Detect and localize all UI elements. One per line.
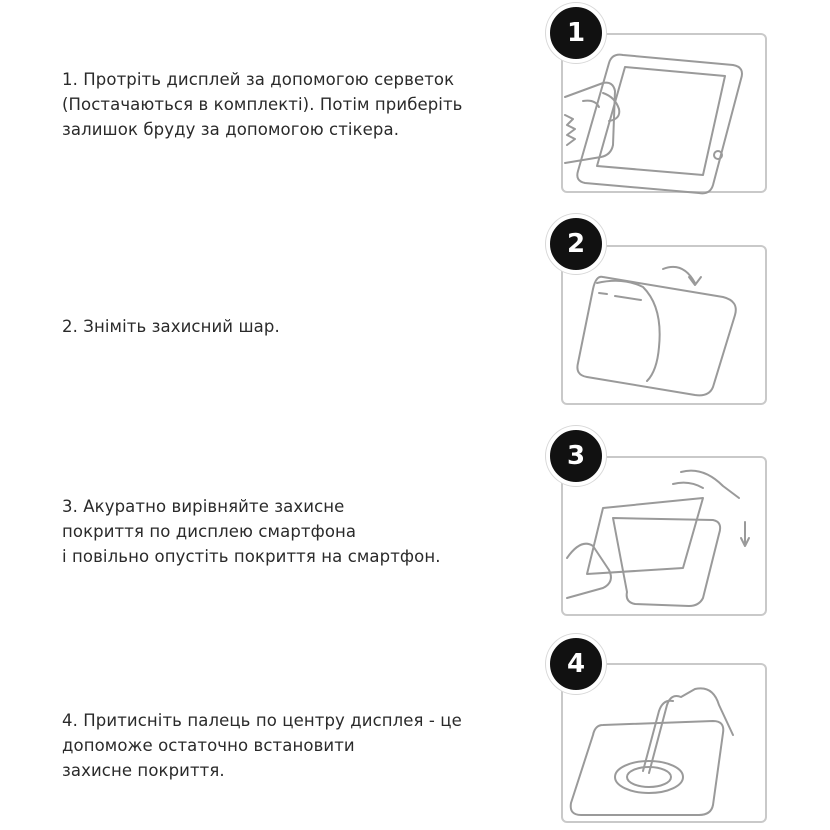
step-1-badge: 1 bbox=[546, 3, 606, 63]
step-3-line-1: 3. Акуратно вирівняйте захисне bbox=[62, 497, 345, 516]
step-2-text bbox=[62, 314, 532, 339]
step-4-line-3: захисне покриття. bbox=[62, 761, 225, 780]
step-4-line-1: 4. Притисніть палець по центру дисплея - це bbox=[62, 711, 462, 730]
step-2-badge: 2 bbox=[546, 214, 606, 274]
step-3-text bbox=[62, 494, 532, 569]
step-2-line-1: 2. Зніміть захисний шар. bbox=[62, 317, 280, 336]
step-4-text bbox=[62, 708, 532, 783]
step-1-line-3: залишок бруду за допомогою стікера. bbox=[62, 120, 400, 139]
step-4-badge: 4 bbox=[546, 634, 606, 694]
peel-film-icon bbox=[563, 247, 769, 407]
step-3-line-2: покриття по дисплею смартфона bbox=[62, 522, 357, 541]
align-protector-icon bbox=[563, 458, 769, 618]
step-1-line-2: (Постачаються в комплекті). Потім приберіть bbox=[62, 95, 463, 114]
step-3-line-3: і повільно опустіть покриття на смартфон. bbox=[62, 547, 441, 566]
step-1-line-1: 1. Протріть дисплей за допомогою серветок bbox=[62, 70, 455, 89]
step-4-line-2: допоможе остаточно встановити bbox=[62, 736, 355, 755]
press-center-icon bbox=[563, 665, 769, 825]
wipe-screen-icon bbox=[563, 35, 769, 195]
step-3-badge: 3 bbox=[546, 426, 606, 486]
step-1-text bbox=[62, 67, 532, 142]
